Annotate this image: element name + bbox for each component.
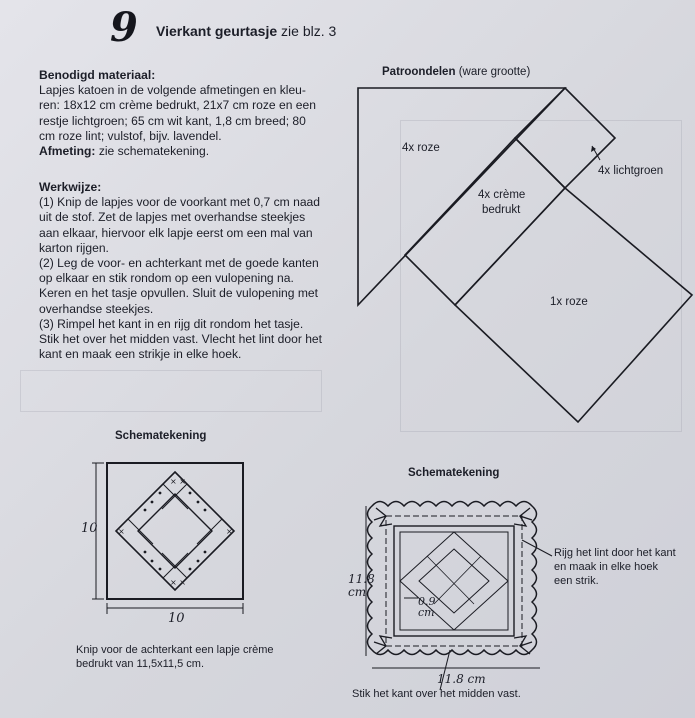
method-line: (2) Leg de voor- en achterkant met de goede kanten [39, 256, 319, 271]
size-text: zie schematekening. [98, 144, 210, 159]
method-heading: Werkwijze: [39, 180, 102, 194]
svg-text:×: × [226, 527, 233, 536]
lace-inner-edge [394, 526, 514, 636]
pattern-subtitle: (ware grootte) [458, 66, 531, 78]
bag-outer-diamond [400, 532, 508, 630]
pattern-title: Patroondelen [382, 66, 456, 78]
materials-line: cm roze lint; vulstof, bijv. lavendel. [39, 128, 222, 143]
method-line: (1) Knip de lapjes voor de voorkant met 0,7 cm naad [39, 195, 320, 210]
svg-text:× ×: × × [170, 578, 186, 587]
svg-text:×: × [118, 527, 125, 536]
note-line: en maak in elke hoek [554, 561, 658, 573]
bag-square [400, 532, 508, 630]
title-text: Vierkant geurtasje [156, 23, 278, 39]
note-line: Rijg het lint door het kant [554, 547, 676, 559]
label-4x-pink: 4x roze [402, 142, 440, 154]
schema2-dim-side [348, 573, 375, 599]
dim-side-value: 11.8 [348, 572, 375, 586]
schema2-dim-bottom: 11.8 cm [437, 672, 486, 686]
method-line: Stik het over het midden vast. Vlecht het lint door het [39, 332, 323, 347]
label-1x-pink: 1x roze [550, 296, 588, 308]
schema2-note [554, 546, 676, 588]
svg-text:× ×: × × [170, 477, 186, 486]
caption-line: bedrukt van 11,5x11,5 cm. [76, 658, 204, 670]
project-number-badge: 9 [110, 4, 138, 51]
schema2-dim-inner [418, 596, 436, 618]
label-4x-cream: 4x crème [478, 189, 526, 201]
method-line: kant en maak een strikje in elke hoek. [39, 347, 242, 362]
schema2-title: Schematekening [408, 467, 500, 479]
method-line: (3) Rimpel het kant in en rijg dit rondom het tasje. [39, 316, 304, 331]
method-line: overhandse steekjes. [39, 301, 154, 316]
method-line: aan elkaar, hiervoor elk lapje eerst om een mal van [39, 225, 313, 240]
materials-heading: Benodigd materiaal: [39, 68, 156, 82]
materials-line: restje lichtgroen; 65 cm wit kant, 1,8 cm breed; 80 [39, 113, 306, 128]
schema1-title: Schematekening [115, 430, 207, 442]
method-line: op elkaar en stik rondom op een vulopening na. [39, 271, 294, 286]
dim-side-unit: cm [348, 585, 367, 599]
dim-inner-unit: cm [418, 606, 435, 619]
caption-line: Knip voor de achterkant een lapje crème [76, 644, 274, 656]
lace-ruffle-border [368, 502, 537, 655]
bow-icon [374, 508, 392, 526]
size-label: Afmeting: [39, 144, 96, 159]
schema1-dim-horizontal: 10 [168, 611, 185, 626]
schema2-caption: Stik het kant over het midden vast. [352, 688, 521, 700]
method-line: uit de stof. Zet de lapjes met overhandse steekjes [39, 210, 306, 225]
label-printed: bedrukt [482, 204, 521, 216]
method-line: Keren en het tasje opvullen. Sluit de vulopening met [39, 286, 319, 301]
schema1-dim-vertical: 10 [81, 521, 98, 536]
ribbon-stitches [386, 516, 522, 646]
materials-line: Lapjes katoen in de volgende afmetingen en kleu- [39, 83, 306, 98]
note-line: een strik. [554, 575, 599, 587]
materials-line: ren: 18x12 cm crème bedrukt, 21x7 cm roze en een [39, 98, 316, 113]
bow-icon [514, 508, 532, 526]
label-4x-lightgreen: 4x lichtgroen [598, 165, 664, 177]
method-line: karton rijgen. [39, 240, 109, 255]
dim-inner-value: 0.9 [418, 595, 436, 608]
page-reference: zie blz. 3 [281, 23, 337, 39]
